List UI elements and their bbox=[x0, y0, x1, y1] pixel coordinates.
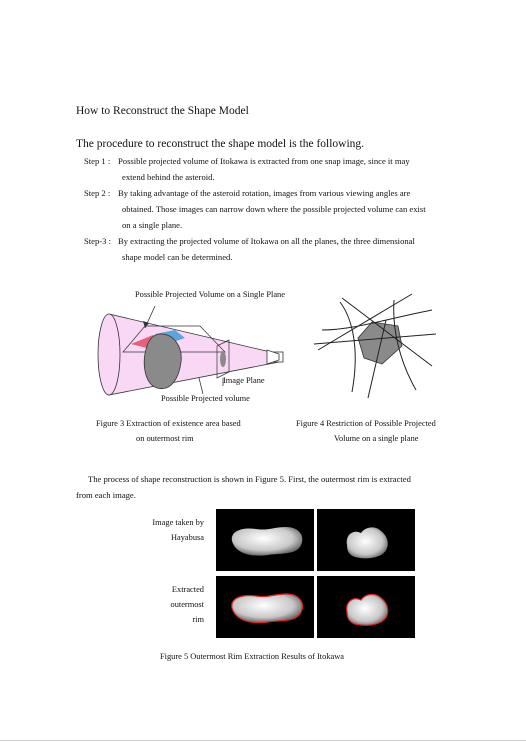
step-2-line2: obtained. Those images can narrow down where the possible projected volume can exist bbox=[122, 204, 426, 214]
asteroid-image-2 bbox=[317, 509, 415, 571]
row1-label-line2: Hayabusa bbox=[170, 533, 204, 542]
figure-5-row1-label bbox=[130, 515, 204, 545]
cone-base-ellipse bbox=[98, 314, 120, 395]
intro-text: The procedure to reconstruct the shape model is the following. bbox=[76, 138, 365, 150]
arrow-volume bbox=[199, 378, 203, 394]
image-plane-projection bbox=[220, 351, 226, 367]
step-3-label: Step-3 : bbox=[84, 236, 111, 246]
step-2-label: Step 2 : bbox=[84, 188, 111, 198]
step-3-line1: By extracting the projected volume of Itokawa on all the planes, the three dimensional bbox=[118, 236, 415, 246]
figure-3-top-label: Possible Projected Volume on a Single Plane bbox=[135, 290, 285, 299]
step-3-line2: shape model can be determined. bbox=[122, 252, 233, 262]
section-title: How to Reconstruct the Shape Model bbox=[76, 105, 249, 117]
constraint-curve-1 bbox=[340, 302, 355, 392]
figure-3-caption-line2: on outermost rim bbox=[136, 434, 194, 443]
figure-4-diagram bbox=[312, 290, 440, 400]
figure-4-caption-line2: Volume on a single plane bbox=[334, 434, 419, 443]
rim-image-1 bbox=[216, 576, 314, 638]
figure-3-image-plane-label: Image Plane bbox=[223, 376, 265, 385]
step-1-line1: Possible projected volume of Itokawa is extracted from one snap image, since it may bbox=[118, 156, 410, 166]
figure-3-svg bbox=[95, 288, 310, 406]
paragraph-line2: from each image. bbox=[76, 490, 136, 500]
paragraph-line1: The process of shape reconstruction is shown in Figure 5. First, the outermost rim is extracted bbox=[88, 474, 411, 484]
hayabusa-image-2 bbox=[317, 509, 415, 571]
page-bottom-rule bbox=[0, 740, 526, 741]
figure-3-volume-label: Possible Projected volume bbox=[161, 394, 250, 403]
row2-label-line3: rim bbox=[192, 615, 204, 624]
figure-5-row2-label bbox=[130, 582, 204, 627]
row1-label-line1: Image taken by bbox=[152, 518, 204, 527]
figure-3-caption-line1: Figure 3 Extraction of existence area based bbox=[96, 419, 241, 428]
rim-image-2 bbox=[317, 576, 415, 638]
figure-5-caption: Figure 5 Outermost Rim Extraction Results of Itokawa bbox=[160, 652, 344, 661]
hayabusa-image-1 bbox=[216, 509, 314, 571]
step-2-line1: By taking advantage of the asteroid rotation, images from various viewing angles are bbox=[118, 188, 411, 198]
step-1-line2: extend behind the asteroid. bbox=[122, 172, 215, 182]
asteroid-image-1 bbox=[216, 509, 314, 571]
figure-4-caption-line1: Figure 4 Restriction of Possible Projected bbox=[296, 419, 436, 428]
step-1-label: Step 1 : bbox=[84, 156, 111, 166]
step-2-line3: on a single plane. bbox=[122, 220, 183, 230]
rim-asteroid-2 bbox=[317, 576, 415, 638]
row2-label-line2: outermost bbox=[170, 600, 204, 609]
row2-label-line1: Extracted bbox=[171, 585, 204, 594]
figure-4-svg bbox=[312, 290, 440, 400]
restricted-region bbox=[358, 322, 402, 364]
figure-3-diagram bbox=[95, 288, 310, 406]
rim-asteroid-1 bbox=[216, 576, 314, 638]
